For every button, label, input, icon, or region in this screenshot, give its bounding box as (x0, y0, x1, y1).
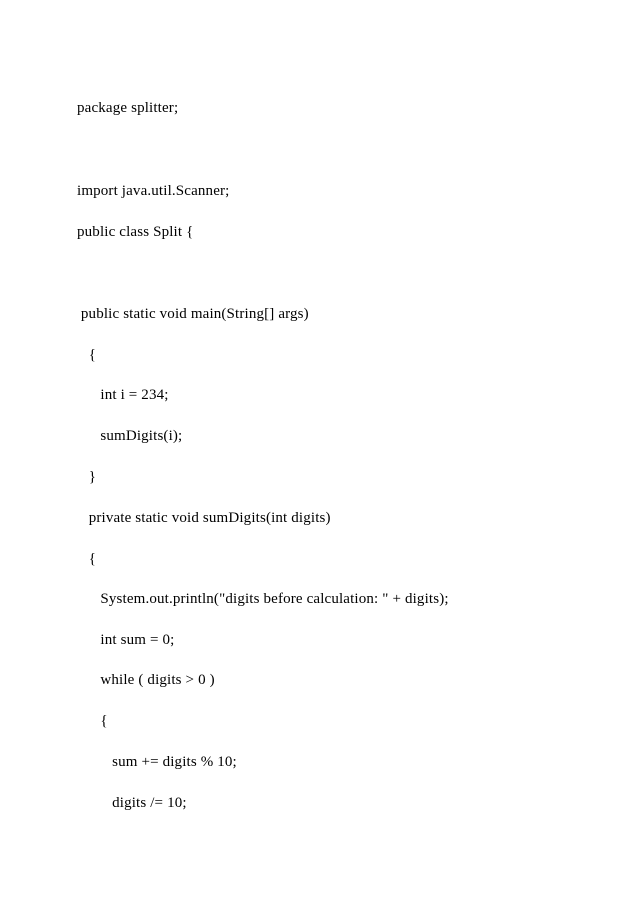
code-line-main-close-brace: } (77, 469, 97, 485)
code-line-class-declaration: public class Split { (77, 224, 194, 240)
code-line-sumdigits-call: sumDigits(i); (77, 428, 183, 444)
code-line-int-sum: int sum = 0; (77, 632, 175, 648)
code-line-sum-add: sum += digits % 10; (77, 754, 237, 770)
code-line-while: while ( digits > 0 ) (77, 672, 215, 688)
code-line-main-open-brace: { (77, 347, 97, 363)
code-line-main-method: public static void main(String[] args) (77, 306, 309, 322)
code-line-method-open-brace: { (77, 551, 97, 567)
code-line-int-i: int i = 234; (77, 387, 169, 403)
code-line-println: System.out.println("digits before calculation: " + digits); (77, 591, 449, 607)
code-line-digits-divide: digits /= 10; (77, 795, 187, 811)
code-line-import: import java.util.Scanner; (77, 183, 230, 199)
code-line-sumdigits-method: private static void sumDigits(int digits) (77, 510, 331, 526)
code-line-package: package splitter; (77, 100, 179, 116)
code-line-while-open-brace: { (77, 713, 108, 729)
